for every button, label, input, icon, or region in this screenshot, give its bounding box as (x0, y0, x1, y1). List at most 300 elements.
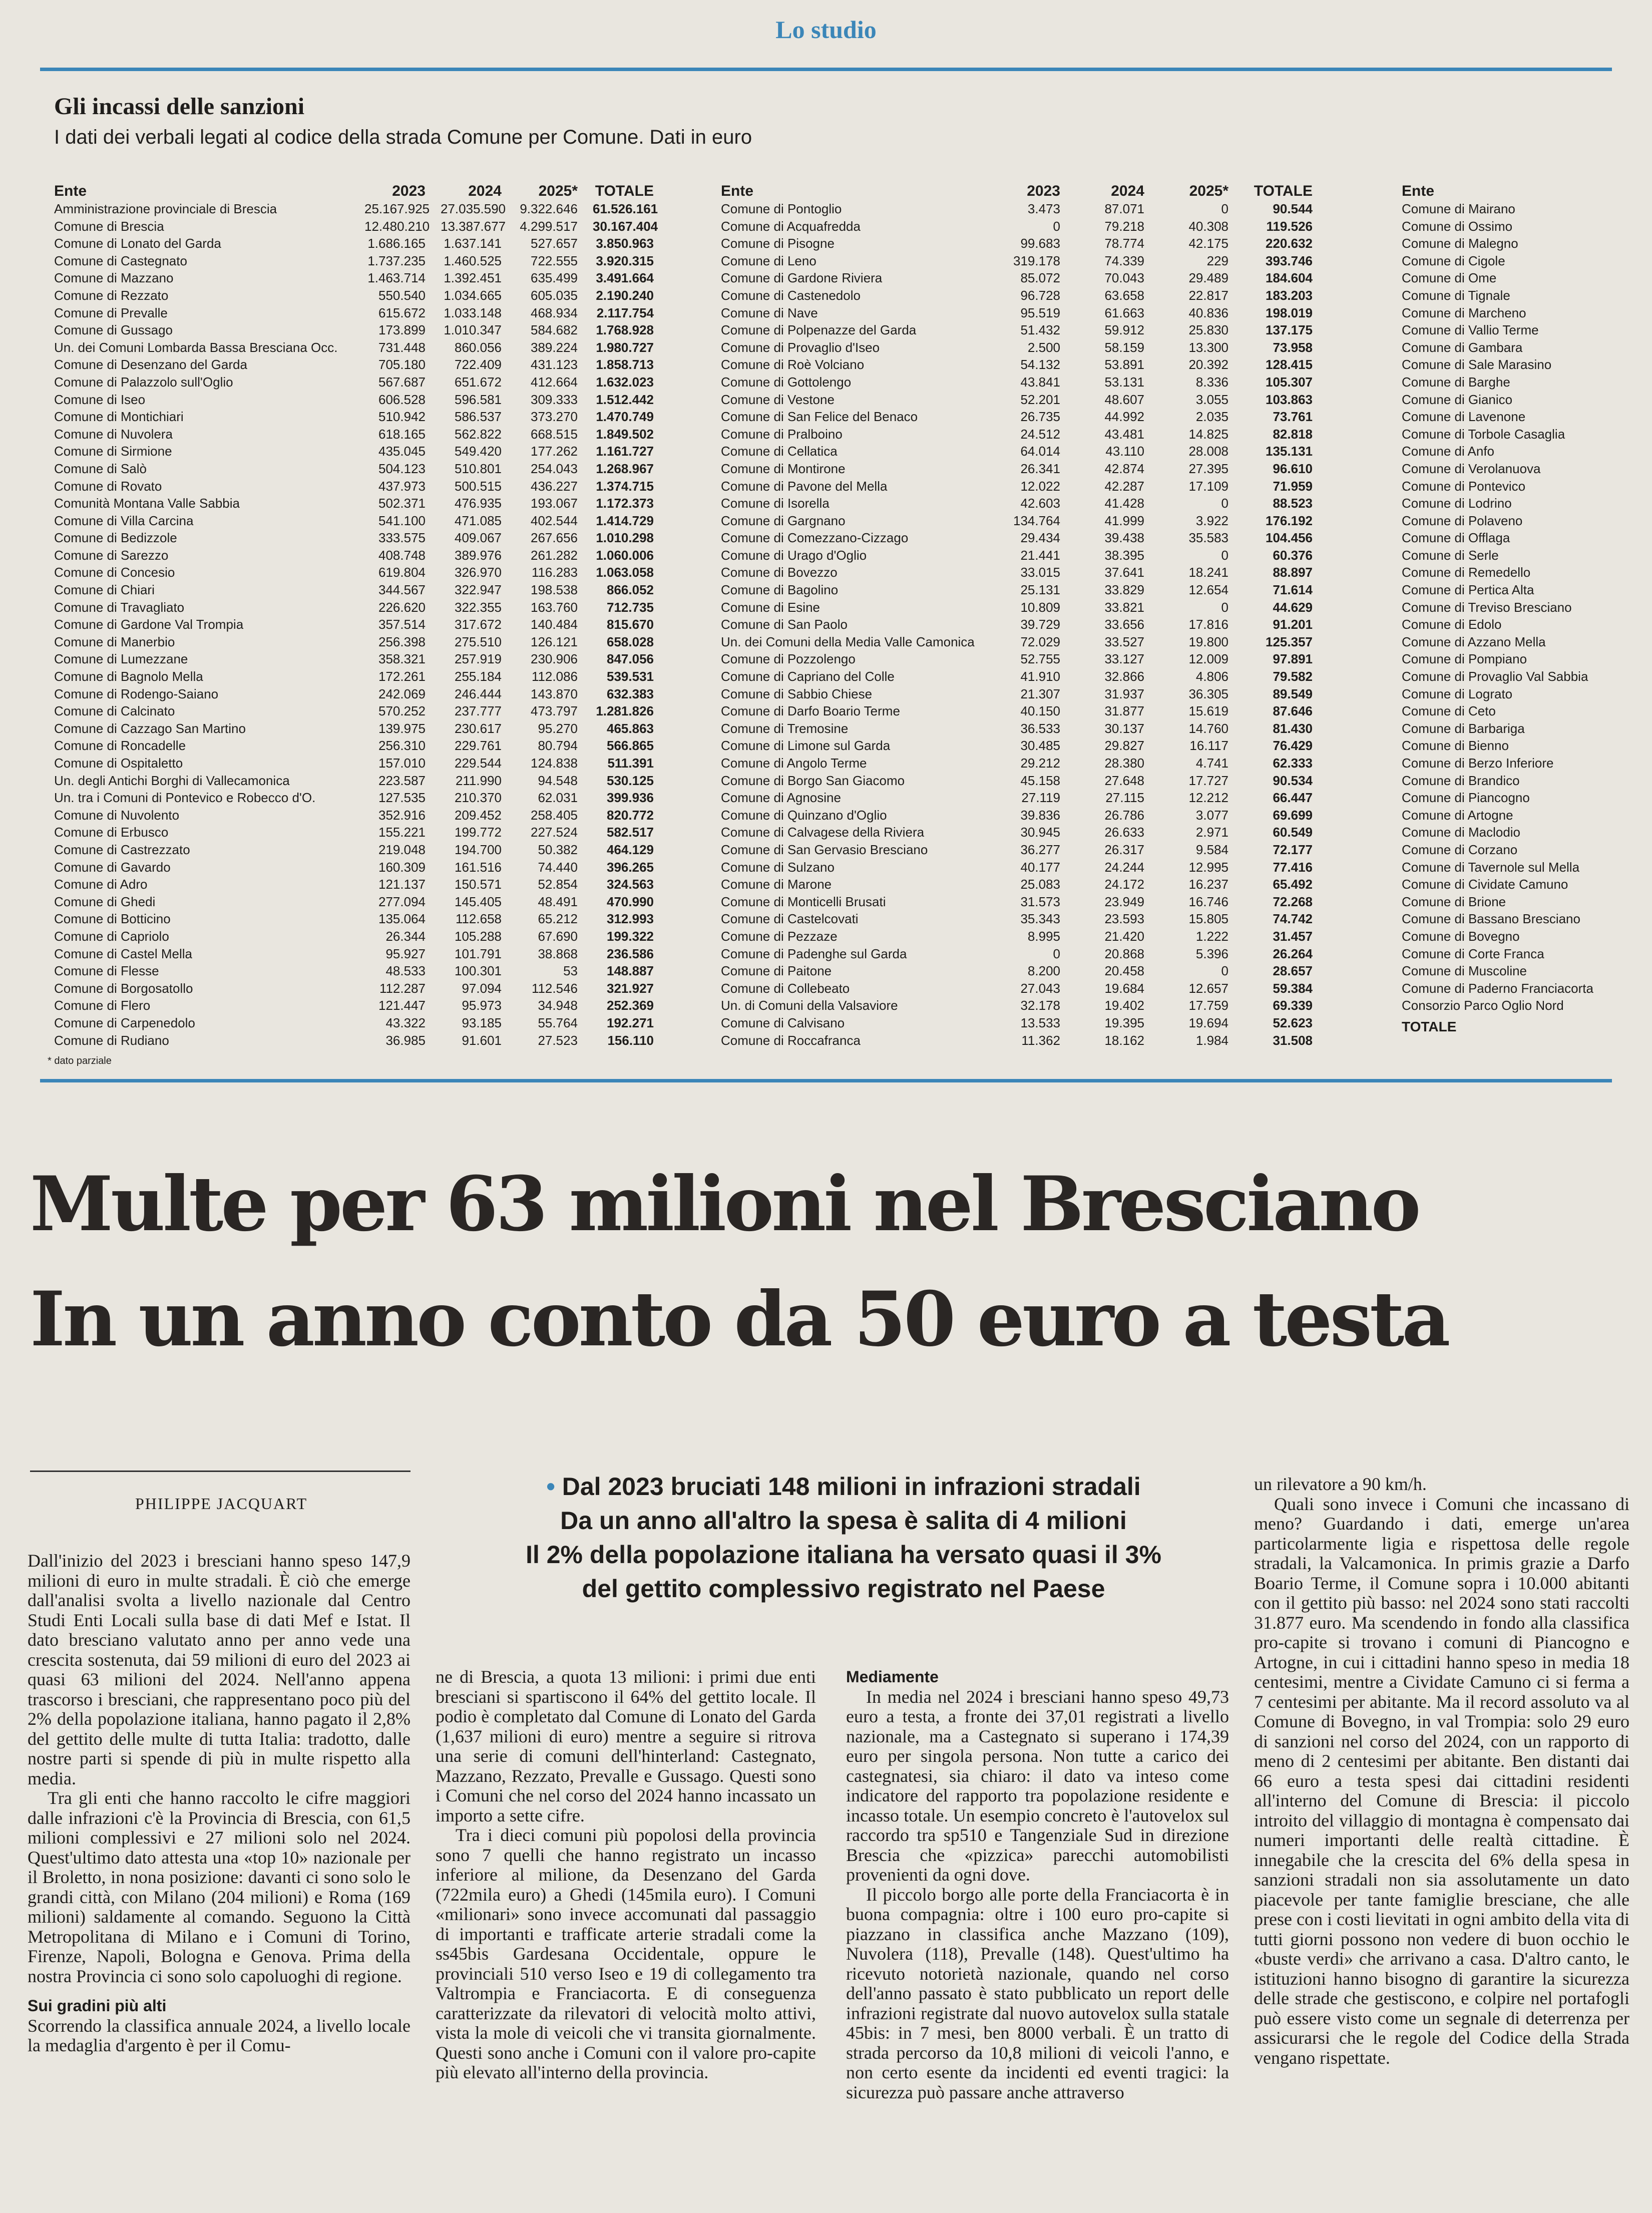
cell-2024: 1.460.525 (444, 253, 502, 268)
table-row (1402, 720, 1627, 737)
deck-line-3: Il 2% della popolazione italiana ha versato quasi il 3% (526, 1541, 1161, 1569)
cell-totale: 1.512.442 (596, 392, 654, 407)
table-row (54, 529, 654, 547)
table-row (721, 512, 1313, 530)
cell-2025: 22.817 (1188, 287, 1228, 303)
cell-totale: 31.457 (1273, 928, 1313, 944)
cell-2023: 1.737.235 (367, 253, 426, 268)
cell-2025: 16.746 (1188, 894, 1228, 909)
table-row (54, 997, 654, 1014)
cell-ente: Comune di Nave (721, 305, 818, 320)
table-row (54, 374, 654, 391)
cell-2023: 26.735 (1020, 409, 1060, 425)
table-row (54, 269, 654, 287)
cell-totale: 125.357 (1266, 634, 1313, 649)
table-header (1402, 180, 1627, 200)
cell-2023: 256.398 (378, 634, 426, 649)
table-row (1402, 824, 1627, 841)
cell-2024: 317.672 (455, 617, 502, 632)
cell-totale: 465.863 (607, 720, 654, 736)
cell-ente: Comune di Offlaga (1402, 530, 1510, 546)
table-row (1402, 997, 1627, 1014)
table-row (721, 980, 1313, 997)
cell-totale: 1.268.967 (596, 461, 654, 476)
cell-2023: 606.528 (378, 392, 426, 407)
table-row (721, 720, 1313, 737)
cell-2025: 52.854 (538, 877, 578, 892)
cell-2024: 19.402 (1104, 998, 1144, 1013)
table-row (1402, 512, 1627, 530)
table-row (54, 650, 654, 668)
cell-ente: Comune di Castegnato (54, 253, 187, 268)
table-row (54, 876, 654, 893)
table-row (1402, 218, 1627, 235)
cell-ente: Comune di San Paolo (721, 617, 848, 632)
cell-ente: Comune di Flero (54, 998, 151, 1013)
table-row (1402, 200, 1627, 218)
table-row (54, 910, 654, 928)
cell-2023: 0 (1053, 218, 1060, 234)
table-row (721, 755, 1313, 772)
table-row (721, 633, 1313, 651)
cell-ente: Comune di Serle (1402, 547, 1499, 563)
cell-2024: 13.387.677 (441, 218, 506, 234)
cell-totale: 81.430 (1273, 720, 1313, 736)
cell-2025: 12.657 (1188, 980, 1228, 996)
cell-2025: 17.727 (1188, 773, 1228, 788)
cell-2025: 373.270 (531, 409, 578, 425)
cell-ente: Comune di Travagliato (54, 599, 185, 615)
cell-ente: Comune di Pertica Alta (1402, 582, 1534, 598)
cell-2024: 26.317 (1104, 842, 1144, 857)
cell-2023: 48.533 (385, 963, 426, 979)
cell-2025: 126.121 (531, 634, 578, 649)
cell-2024: 33.829 (1104, 582, 1144, 598)
cell-2024: 53.891 (1104, 357, 1144, 373)
fines-table-column-1 (54, 180, 658, 1049)
cell-ente: Comune di Calcinato (54, 703, 175, 719)
cell-2023: 615.672 (378, 305, 426, 320)
table-row (1402, 962, 1627, 980)
cell-totale: 135.131 (1266, 444, 1313, 459)
table-row (54, 391, 654, 409)
cell-2023: 352.916 (378, 807, 426, 823)
cell-ente: Comune di Comezzano-Cizzago (721, 530, 909, 546)
cell-2025: 584.682 (531, 322, 578, 338)
table-row (721, 478, 1313, 495)
table-row (1402, 910, 1627, 928)
table-row (54, 755, 654, 772)
cell-totale: 321.927 (607, 980, 654, 996)
table-row (721, 772, 1313, 790)
cell-ente: Comune di Provaglio d'Iseo (721, 339, 880, 355)
cell-2024: 24.244 (1104, 859, 1144, 875)
table-row (54, 495, 654, 512)
cell-2024: 112.658 (455, 911, 502, 927)
table-row (54, 962, 654, 980)
cell-ente: Comune di Gianico (1402, 392, 1513, 407)
cell-2023: 36.985 (385, 1032, 426, 1048)
cell-totale: 236.586 (607, 946, 654, 961)
table-row (721, 391, 1313, 409)
cell-2024: 860.056 (455, 339, 502, 355)
cell-ente: Un. dei Comuni della Media Valle Camonica (721, 634, 975, 649)
table-row (1402, 945, 1627, 963)
cell-2024: 44.992 (1104, 409, 1144, 425)
table-row (1402, 755, 1627, 772)
cell-2024: 230.617 (455, 720, 502, 736)
table-row (721, 737, 1313, 755)
cell-totale: 88.897 (1273, 565, 1313, 580)
cell-2023: 3.473 (1027, 201, 1060, 216)
cell-ente: Comune di Roncadelle (54, 738, 186, 754)
cell-2023: 510.942 (378, 409, 426, 425)
cell-2025: 309.333 (531, 392, 578, 407)
header-ente: Ente (721, 183, 754, 200)
cell-2025: 0 (1221, 496, 1228, 511)
cell-2025: 163.760 (531, 599, 578, 615)
cell-ente: Comune di Pozzolengo (721, 651, 856, 667)
cell-2025: 29.489 (1188, 270, 1228, 286)
deck-bullet: • (546, 1472, 555, 1501)
table-row (54, 356, 654, 374)
cell-2025: 36.305 (1188, 686, 1228, 701)
cell-ente: Comune di Bassano Bresciano (1402, 911, 1580, 927)
header-totale: TOTALE (1254, 183, 1313, 200)
cell-ente: Comune di Leno (721, 253, 816, 268)
cell-2024: 651.672 (455, 374, 502, 390)
cell-totale: 73.761 (1273, 409, 1313, 425)
author-rule (30, 1470, 410, 1472)
cell-2024: 28.380 (1104, 756, 1144, 771)
cell-2024: 53.131 (1104, 374, 1144, 390)
cell-ente: Comune di Limone sul Garda (721, 738, 891, 754)
table-row (721, 304, 1313, 322)
cell-2024: 33.821 (1104, 599, 1144, 615)
cell-2023: 223.587 (378, 773, 426, 788)
cell-totale: 220.632 (1266, 236, 1313, 251)
cell-2023: 30.485 (1020, 738, 1060, 754)
cell-2023: 12.480.210 (364, 218, 430, 234)
subheading: Sui gradini più alti (28, 1997, 167, 2015)
cell-ente: Comune di Lonato del Garda (54, 236, 221, 251)
table-row (721, 408, 1313, 426)
table-row (54, 408, 654, 426)
cell-ente: Comune di Bedizzole (54, 530, 177, 546)
cell-2025: 124.838 (531, 756, 578, 771)
cell-ente: Comune di Pompiano (1402, 651, 1527, 667)
cell-2023: 157.010 (378, 756, 426, 771)
cell-ente: Un. di Comuni della Valsaviore (721, 998, 898, 1013)
cell-ente: Comune di Provaglio Val Sabbia (1402, 669, 1588, 684)
table-row (721, 859, 1313, 876)
cell-totale: 3.920.315 (596, 253, 654, 268)
table-row (54, 668, 654, 685)
cell-2024: 510.801 (455, 461, 502, 476)
cell-2024: 27.035.590 (441, 201, 506, 216)
cell-2025: 140.484 (531, 617, 578, 632)
cell-totale: 60.376 (1273, 547, 1313, 563)
cell-2024: 33.527 (1104, 634, 1144, 649)
table-row (721, 962, 1313, 980)
table-row (1402, 616, 1627, 633)
header-2024: 2024 (468, 183, 502, 200)
table-row (721, 928, 1313, 945)
cell-ente: Comune di Pontevico (1402, 478, 1526, 494)
cell-2023: 619.804 (378, 565, 426, 580)
cell-2024: 33.656 (1104, 617, 1144, 632)
cell-totale: 1.632.023 (596, 374, 654, 390)
cell-2024: 326.970 (455, 565, 502, 580)
cell-totale: 1.470.749 (596, 409, 654, 425)
cell-ente: Comune di Castelcovati (721, 911, 859, 927)
cell-2023: 39.729 (1020, 617, 1060, 632)
paragraph: Scorrendo la classifica annuale 2024, a livello locale la medaglia d'argento è per il Comu- (28, 2015, 410, 2055)
cell-2025: 5.396 (1195, 946, 1228, 961)
cell-totale: 866.052 (607, 582, 654, 598)
cell-2023: 26.341 (1020, 461, 1060, 476)
table-total-label: TOTALE (1402, 1018, 1457, 1034)
cell-2023: 85.072 (1020, 270, 1060, 286)
deck-summary (476, 1469, 1211, 1606)
cell-totale: 90.544 (1273, 201, 1313, 216)
cell-2024: 19.684 (1104, 980, 1144, 996)
cell-2023: 24.512 (1020, 426, 1060, 442)
table-row (721, 668, 1313, 685)
table-rows (721, 200, 1313, 1049)
cell-2025: 13.300 (1188, 339, 1228, 355)
table-row (721, 702, 1313, 720)
table-rows (1402, 200, 1627, 1014)
cell-2025: 431.123 (531, 357, 578, 373)
table-row (721, 824, 1313, 841)
cell-2023: 135.064 (378, 911, 426, 927)
cell-2024: 199.772 (455, 825, 502, 840)
cell-2024: 194.700 (455, 842, 502, 857)
cell-2023: 173.899 (378, 322, 426, 338)
cell-ente: Comune di Muscoline (1402, 963, 1527, 979)
table-row (1402, 633, 1627, 651)
paragraph: Il piccolo borgo alle porte della Franciacorta è in buona compagnia: oltre i 100 euro pro-capite si piazzano in classifica anche Mazzano (109), Nuvolera (118), Prevalle (148). Quest'ultimo ha ricevuto notorietà nazionale, quando nel corso dell'anno passato è stato pubblicato un report delle infrazioni registrate dal nuovo autovelox sulla statale 45bis: in 7 mesi, ben 8000 verbali. È un tratto di strada percorso da 10,8 milioni di veicoli l'anno, e non certo esente da incidenti ed eventi tragici: la sicurezza può passare anche attraverso (846, 1884, 1229, 2102)
cell-ente: Comune di Calvagese della Riviera (721, 825, 925, 840)
cell-ente: Comune di Collebeato (721, 980, 850, 996)
cell-2025: 473.797 (531, 703, 578, 719)
table-row (54, 772, 654, 790)
cell-2024: 211.990 (455, 773, 502, 788)
table-row (721, 1014, 1313, 1032)
table-row (54, 339, 654, 356)
cell-totale: 128.415 (1266, 357, 1313, 373)
cell-ente: Comune di Roccafranca (721, 1032, 861, 1048)
cell-totale: 3.491.664 (596, 270, 654, 286)
cell-2023: 618.165 (378, 426, 426, 442)
cell-2025: 12.212 (1188, 790, 1228, 806)
cell-ente: Comune di Padenghe sul Garda (721, 946, 907, 961)
table-row (721, 564, 1313, 581)
table-row (1402, 789, 1627, 807)
cell-totale: 324.563 (607, 877, 654, 892)
cell-ente: Comune di Rezzato (54, 287, 169, 303)
table-row (721, 1032, 1313, 1049)
cell-2024: 95.973 (462, 998, 502, 1013)
cell-totale: 1.849.502 (596, 426, 654, 442)
cell-2023: 64.014 (1020, 444, 1060, 459)
cell-2023: 32.178 (1020, 998, 1060, 1013)
cell-2023: 256.310 (378, 738, 426, 754)
article-column-4 (1254, 1474, 1629, 2068)
cell-totale: 61.526.161 (593, 201, 658, 216)
cell-2025: 34.948 (538, 998, 578, 1013)
cell-totale: 69.699 (1273, 807, 1313, 823)
table-row (54, 581, 654, 599)
header-2025: 2025* (538, 183, 578, 200)
cell-2023: 54.132 (1020, 357, 1060, 373)
header-2023: 2023 (392, 183, 426, 200)
cell-totale: 77.416 (1273, 859, 1313, 875)
table-row (54, 702, 654, 720)
cell-2024: 70.043 (1104, 270, 1144, 286)
cell-2024: 41.999 (1104, 513, 1144, 528)
cell-2023: 357.514 (378, 617, 426, 632)
cell-2025: 722.555 (531, 253, 578, 268)
cell-ente: Comune di Calvisano (721, 1015, 845, 1030)
cell-2023: 10.809 (1020, 599, 1060, 615)
cell-2025: 227.524 (531, 825, 578, 840)
headline-line-1: Multe per 63 milioni nel Bresciano (30, 1160, 1419, 1248)
cell-2024: 37.641 (1104, 565, 1144, 580)
table-row (721, 807, 1313, 824)
table-row (54, 599, 654, 616)
cell-2025: 112.086 (531, 669, 578, 684)
table-row (1402, 304, 1627, 322)
cell-ente: Comune di Cigole (1402, 253, 1505, 268)
table-row (54, 824, 654, 841)
cell-ente: Comune di Marcheno (1402, 305, 1526, 320)
cell-totale: 97.891 (1273, 651, 1313, 667)
cell-2024: 20.458 (1104, 963, 1144, 979)
header-2024: 2024 (1111, 183, 1144, 200)
article-column-3 (846, 1667, 1229, 2102)
cell-2023: 437.973 (378, 478, 426, 494)
cell-ente: Comune di Mazzano (54, 270, 174, 286)
table-row (54, 807, 654, 824)
cell-2025: 2.035 (1195, 409, 1228, 425)
cell-2025: 4.741 (1195, 756, 1228, 771)
cell-2025: 668.515 (531, 426, 578, 442)
cell-2025: 1.984 (1195, 1032, 1228, 1048)
cell-totale: 137.175 (1266, 322, 1313, 338)
cell-ente: Comune di Maclodio (1402, 825, 1521, 840)
cell-2023: 550.540 (378, 287, 426, 303)
cell-ente: Un. degli Antichi Borghi di Vallecamonica (54, 773, 290, 788)
cell-2025: 95.270 (538, 720, 578, 736)
cell-2024: 1.034.665 (444, 287, 502, 303)
table-row (721, 356, 1313, 374)
cell-totale: 90.534 (1273, 773, 1313, 788)
paragraph: Tra gli enti che hanno raccolto le cifre maggiori dalle infrazioni c'è la Provincia di Brescia, con 61,5 milioni complessivi e 27 milioni solo nel 2024. Quest'ultimo dato attesta una «top 10» nazionale per il Broletto, in nona posizione: davanti ci sono solo le grandi città, con Milano (204 milioni) e Roma (169 milioni) saldamente al comando. Seguono la Città Metropolitana di Milano e i Comuni di Torino, Firenze, Napoli, Bologna e Genova. Prima della nostra Provincia ci sono solo capoluoghi di regione. (28, 1788, 410, 1986)
cell-2025: 9.322.646 (520, 201, 578, 216)
cell-totale: 156.110 (607, 1032, 654, 1048)
table-row (1402, 685, 1627, 703)
cell-ente: Comune di Polpenazze del Garda (721, 322, 917, 338)
table-row (1402, 374, 1627, 391)
cell-totale: 539.531 (607, 669, 654, 684)
table-row (721, 235, 1313, 252)
cell-2023: 39.836 (1020, 807, 1060, 823)
table-row (54, 1032, 654, 1049)
cell-2024: 74.339 (1104, 253, 1144, 268)
table-row (1402, 547, 1627, 564)
cell-ente: Comune di Pezzaze (721, 928, 838, 944)
cell-2024: 63.658 (1104, 287, 1144, 303)
cell-2025: 177.262 (531, 444, 578, 459)
cell-2023: 1.686.165 (367, 236, 426, 251)
cell-totale: 119.526 (1266, 218, 1313, 234)
cell-ente: Comune di Mairano (1402, 201, 1515, 216)
cell-2024: 275.510 (455, 634, 502, 649)
table-row (54, 945, 654, 963)
cell-2023: 358.321 (378, 651, 426, 667)
cell-ente: Comune di Remedello (1402, 565, 1531, 580)
cell-ente: Comune di Berzo Inferiore (1402, 756, 1554, 771)
cell-2024: 1.637.141 (444, 236, 502, 251)
cell-2025: 412.664 (531, 374, 578, 390)
cell-ente: Comune di Verolanuova (1402, 461, 1541, 476)
cell-2024: 105.288 (455, 928, 502, 944)
cell-2023: 731.448 (378, 339, 426, 355)
cell-totale: 74.742 (1273, 911, 1313, 927)
table-row (1402, 339, 1627, 356)
cell-ente: Comune di San Felice del Benaco (721, 409, 918, 425)
cell-2025: 19.694 (1188, 1015, 1228, 1030)
cell-2025: 193.067 (531, 496, 578, 511)
table-row (721, 910, 1313, 928)
cell-ente: Comune di Isorella (721, 496, 830, 511)
cell-2025: 12.009 (1188, 651, 1228, 667)
cell-totale: 176.192 (1266, 513, 1313, 528)
cell-2023: 219.048 (378, 842, 426, 857)
cell-ente: Comune di Nuvolera (54, 426, 173, 442)
cell-2023: 1.463.714 (367, 270, 426, 286)
cell-ente: Comune di Villa Carcina (54, 513, 194, 528)
author-byline: PHILIPPE JACQUART (135, 1495, 308, 1513)
cell-ente: Comune di Lograto (1402, 686, 1513, 701)
cell-totale: 73.958 (1273, 339, 1313, 355)
cell-ente: Comune di Cazzago San Martino (54, 720, 246, 736)
table-row (54, 859, 654, 876)
cell-ente: Comune di Lumezzane (54, 651, 188, 667)
cell-totale: 396.265 (607, 859, 654, 875)
cell-2024: 48.607 (1104, 392, 1144, 407)
cell-2025: 42.175 (1188, 236, 1228, 251)
cell-2024: 21.420 (1104, 928, 1144, 944)
paragraph: un rilevatore a 90 km/h. (1254, 1474, 1427, 1494)
table-row (721, 581, 1313, 599)
cell-2024: 87.071 (1104, 201, 1144, 216)
cell-2023: 705.180 (378, 357, 426, 373)
table-header (721, 180, 1313, 200)
cell-ente: Comune di Barghe (1402, 374, 1510, 390)
cell-2023: 21.307 (1020, 686, 1060, 701)
cell-totale: 82.818 (1273, 426, 1313, 442)
table-row (1402, 356, 1627, 374)
cell-totale: 89.549 (1273, 686, 1313, 701)
cell-2024: 91.601 (462, 1032, 502, 1048)
cell-2025: 14.760 (1188, 720, 1228, 736)
cell-totale: 104.456 (1266, 530, 1313, 546)
cell-2025: 3.922 (1195, 513, 1228, 528)
cell-2025: 17.109 (1188, 478, 1228, 494)
